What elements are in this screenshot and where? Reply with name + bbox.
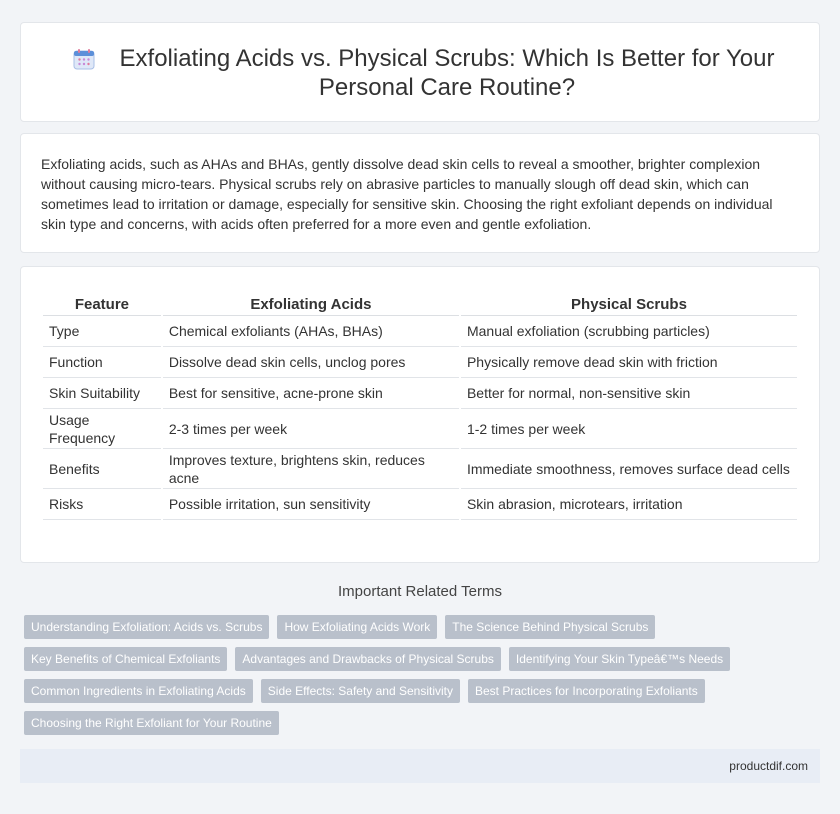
related-term-link[interactable]: Choosing the Right Exfoliant for Your Routine: [24, 711, 279, 735]
cell-scrubs: 1-2 times per week: [461, 409, 797, 449]
cell-scrubs: Manual exfoliation (scrubbing particles): [461, 316, 797, 347]
row-label: Type: [43, 316, 161, 347]
comparison-card: [20, 266, 820, 563]
cell-scrubs: Better for normal, non-sensitive skin: [461, 378, 797, 409]
related-term-link[interactable]: Key Benefits of Chemical Exfoliants: [24, 647, 227, 671]
cell-scrubs: Immediate smoothness, removes surface dead cells: [461, 449, 797, 489]
cell-scrubs: Skin abrasion, microtears, irritation: [461, 489, 797, 520]
header-physical-scrubs: Physical Scrubs: [461, 295, 797, 316]
related-term-link[interactable]: Understanding Exfoliation: Acids vs. Scrubs: [24, 615, 269, 639]
row-label: Function: [43, 347, 161, 378]
page-title: Exfoliating Acids vs. Physical Scrubs: Which Is Better for Your Personal Care Routine?: [119, 45, 775, 101]
row-label: Skin Suitability: [43, 378, 161, 409]
intro-paragraph: Exfoliating acids, such as AHAs and BHAs, gently dissolve dead skin cells to reveal a smoother, brighter complexion without causing micro-tears. Physical scrubs rely on abrasive particles to manually slough off dead skin, which can sometimes lead to irritation or damage, especially for sensitive skin. Choosing the right exfoliant depends on individual skin type and concerns, with acids often preferred for a more even and gentle exfoliation.: [41, 156, 773, 232]
table-row: [43, 316, 797, 347]
table-row: [43, 449, 797, 489]
cell-acids: Best for sensitive, acne-prone skin: [163, 378, 459, 409]
table-row: [43, 347, 797, 378]
related-term-link[interactable]: Advantages and Drawbacks of Physical Scrubs: [235, 647, 500, 671]
row-label: Benefits: [43, 449, 161, 489]
cell-acids: Dissolve dead skin cells, unclog pores: [163, 347, 459, 378]
title-card: [20, 22, 820, 122]
table-header-row: [43, 295, 797, 316]
comparison-table: [41, 295, 799, 520]
cell-scrubs: Physically remove dead skin with friction: [461, 347, 797, 378]
row-label: Risks: [43, 489, 161, 520]
cell-acids: Possible irritation, sun sensitivity: [163, 489, 459, 520]
related-term-link[interactable]: Side Effects: Safety and Sensitivity: [261, 679, 460, 703]
footer-site-link[interactable]: productdif.com: [729, 759, 808, 773]
cell-acids: 2-3 times per week: [163, 409, 459, 449]
related-terms-list: [24, 615, 764, 735]
cell-acids: Chemical exfoliants (AHAs, BHAs): [163, 316, 459, 347]
table-row: [43, 378, 797, 409]
header-feature: Feature: [43, 295, 161, 316]
row-label: Usage Frequency: [43, 409, 161, 449]
related-terms-heading: Important Related Terms: [338, 583, 502, 600]
table-row: [43, 409, 797, 449]
intro-card: [20, 133, 820, 253]
related-term-link[interactable]: Common Ingredients in Exfoliating Acids: [24, 679, 253, 703]
footer-bar: [20, 749, 820, 783]
related-term-link[interactable]: How Exfoliating Acids Work: [277, 615, 437, 639]
related-term-link[interactable]: The Science Behind Physical Scrubs: [445, 615, 655, 639]
table-row: [43, 489, 797, 520]
related-term-link[interactable]: Best Practices for Incorporating Exfoliants: [468, 679, 705, 703]
cell-acids: Improves texture, brightens skin, reduces acne: [163, 449, 459, 489]
related-term-link[interactable]: Identifying Your Skin Typeâ€™s Needs: [509, 647, 730, 671]
header-exfoliating-acids: Exfoliating Acids: [163, 295, 459, 316]
